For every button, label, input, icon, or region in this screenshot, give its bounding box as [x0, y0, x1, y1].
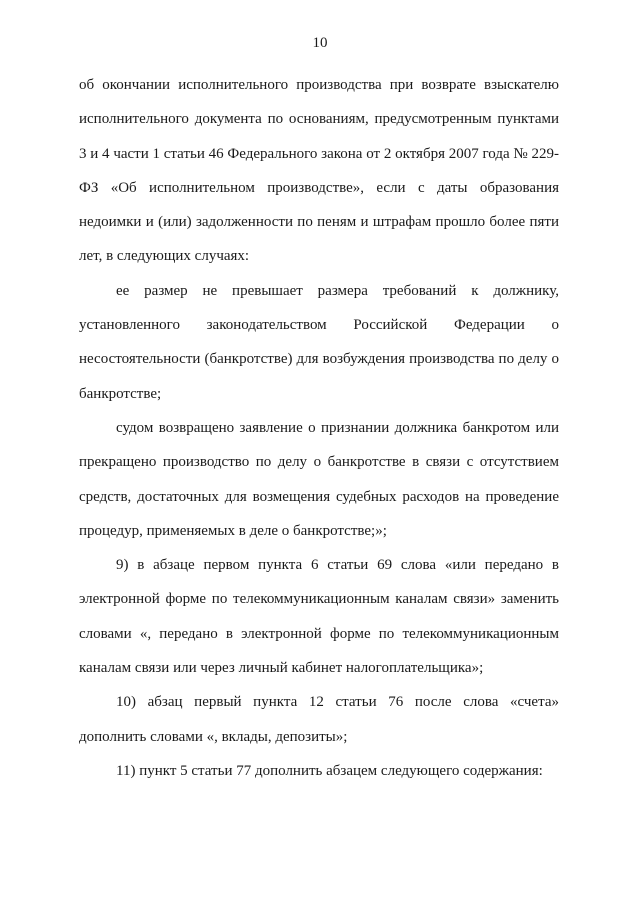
document-body: [79, 68, 559, 788]
page-number: 10: [312, 35, 328, 51]
paragraph-debt-size: ее размер не превышает размера требований к должнику, установленного законодательством Российской Федерации о несостоятельности (банкротстве) для возбуждения производства по делу о банкротстве;: [79, 282, 559, 402]
paragraph-continuation: об окончании исполнительного производства при возврате взыскателю исполнительного документа по основаниям, предусмотренным пунктами 3 и 4 части 1 статьи 46 Федерального закона от 2 октября 2007 года № 229-ФЗ «Об исполнительном производстве», если с даты образования недоимки и (или) задолженности по пеням и штрафам прошло более пяти лет, в следующих случаях:: [79, 77, 559, 265]
paragraph-item-11: 11) пункт 5 статьи 77 дополнить абзацем следующего содержания:: [116, 762, 543, 779]
paragraph-item-9: 9) в абзаце первом пункта 6 статьи 69 слова «или передано в электронной форме по телекоммуникационным каналам связи» заменить словами «, передано в электронной форме по телекоммуникационным каналам связи или через личный кабинет налогоплательщика»;: [79, 557, 559, 677]
paragraph-court-returned: судом возвращено заявление о признании должника банкротом или прекращено производство по делу о банкротстве в связи с отсутствием средств, достаточных для возмещения судебных расходов на проведение процедур, применяемых в деле о банкротстве;»;: [79, 419, 559, 539]
paragraph-item-10: 10) абзац первый пункта 12 статьи 76 после слова «счета» дополнить словами «, вклады, депозиты»;: [79, 694, 559, 745]
